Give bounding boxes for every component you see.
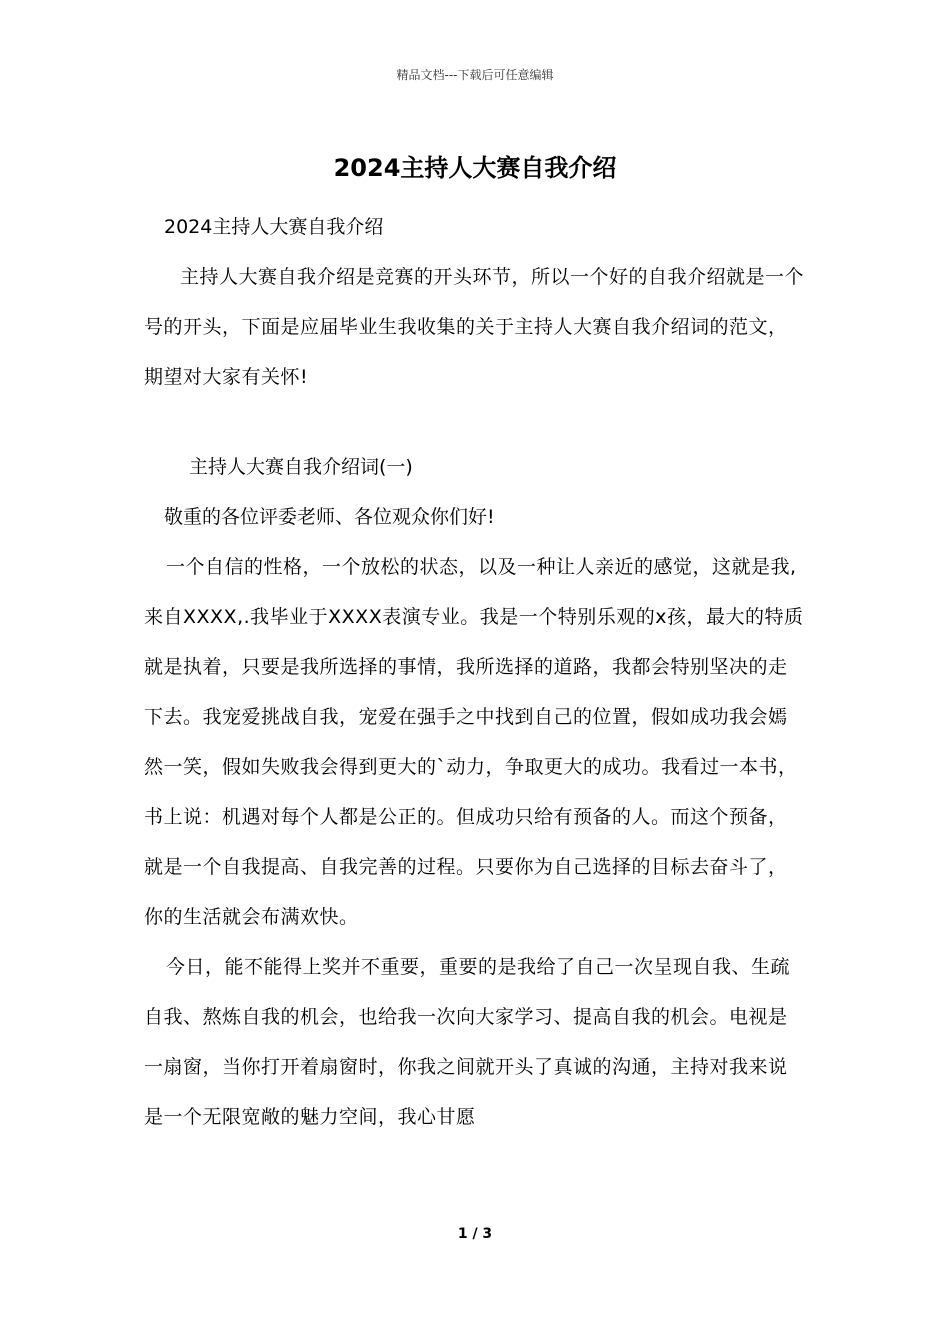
document-subtitle: 2024主持人大赛自我介绍	[164, 216, 384, 238]
header-note: 精品文档---下载后可任意编辑	[396, 68, 554, 82]
intro-paragraph: 主持人大赛自我介绍是竞赛的开头环节，所以一个好的自我介绍就是一个号的开头，下面是应届毕业生我收集的关于主持人大赛自我介绍词的范文，期望对大家有关怀!	[144, 266, 805, 388]
document-body	[144, 202, 806, 1142]
page-number: 1 / 3	[457, 1226, 493, 1242]
greeting-line: 敬重的各位评委老师、各位观众你们好!	[164, 506, 495, 528]
body-paragraph-1: 一个自信的性格，一个放松的状态，以及一种让人亲近的感觉，这就是我,来自XXXX,.我毕业于XXXX表演专业。我是一个特别乐观的x孩，最大的特质就是执着，只要是我所选择的事情，我所选择的道路，我都会特别坚决的走下去。我宠爱挑战自我，宠爱在强手之中找到自己的位置，假如成功我会嫣然一笑，假如失败我会得到更大的`动力，争取更大的成功。我看过一本书，书上说：机遇对每个人都是公正的。但成功只给有预备的人。而这个预备，就是一个自我提高、自我完善的过程。只要你为自己选择的目标去奋斗了，你的生活就会布满欢快。	[144, 556, 804, 928]
body-paragraph-2: 今日，能不能得上奖并不重要，重要的是我给了自己一次呈现自我、生疏自我、熬炼自我的机会，也给我一次向大家学习、提高自我的机会。电视是一扇窗，当你打开着扇窗时，你我之间就开头了真诚的沟通，主持对我来说是一个无限宽敞的魅力空间，我心甘愿	[144, 956, 791, 1128]
section-spacer	[144, 402, 806, 442]
section-heading: 主持人大赛自我介绍词(一)	[189, 456, 413, 478]
document-title: 2024主持人大赛自我介绍	[333, 154, 617, 182]
